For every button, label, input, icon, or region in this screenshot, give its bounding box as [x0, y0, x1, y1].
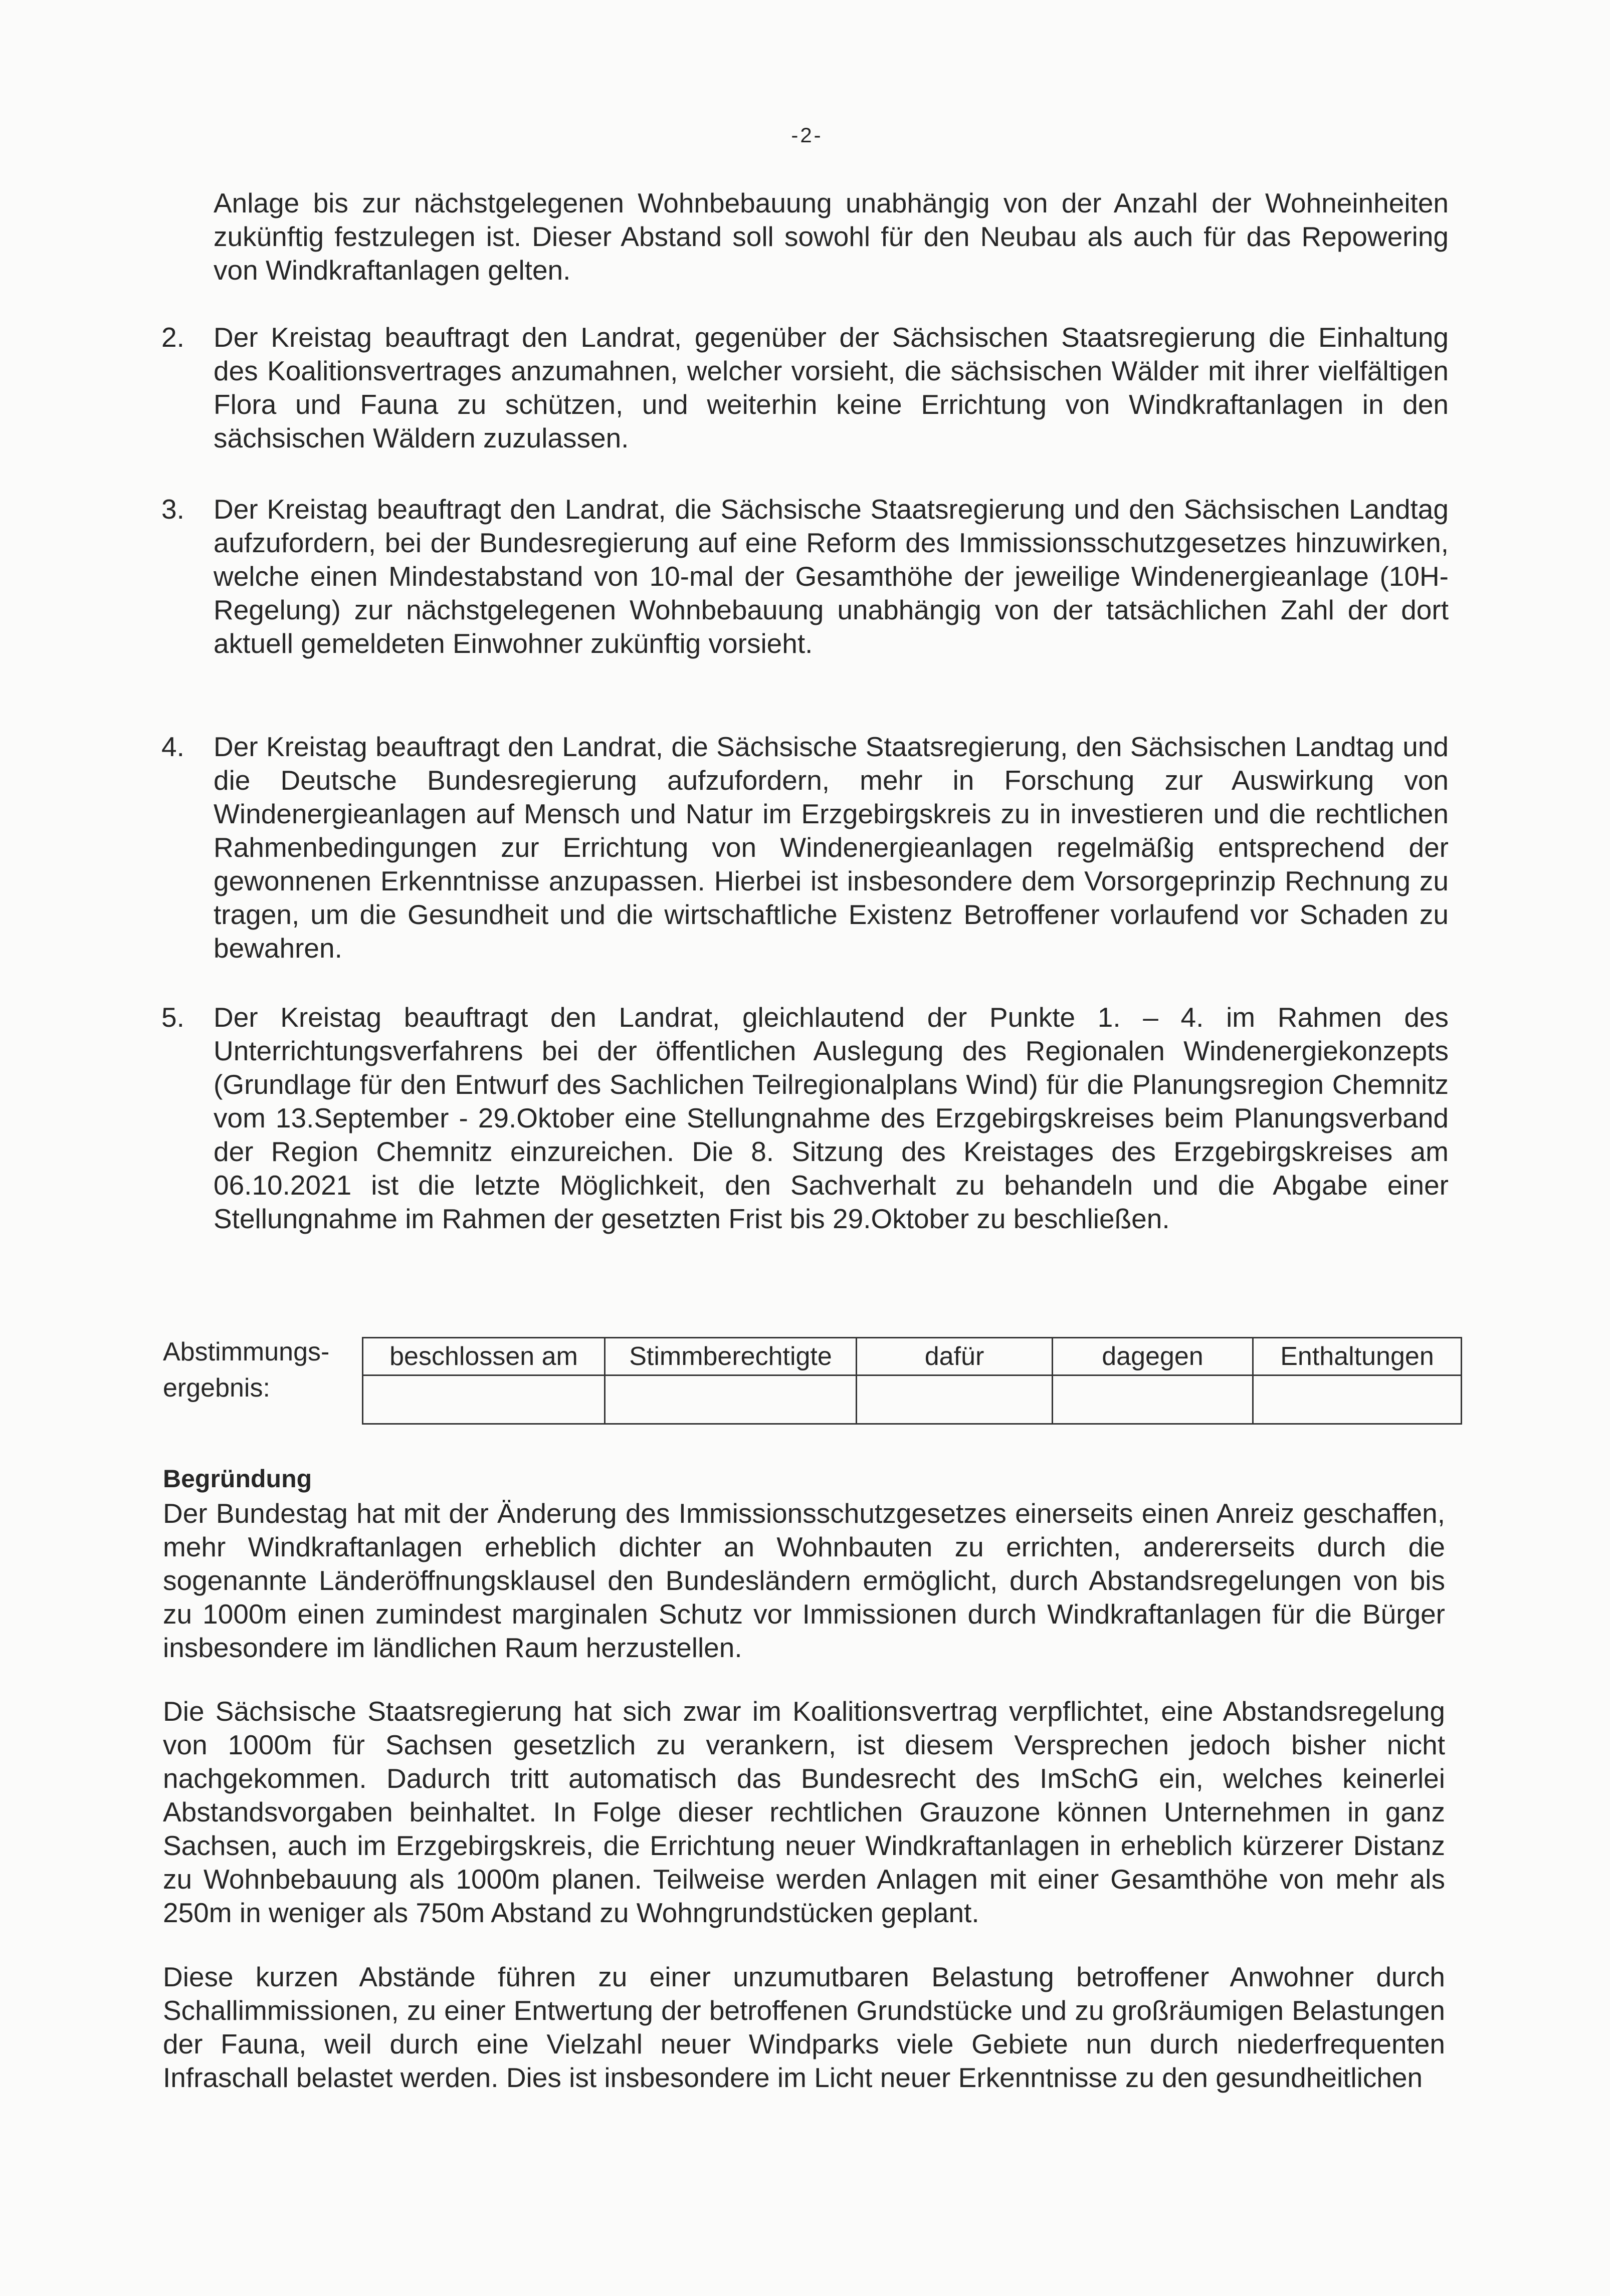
reasoning-paragraph-3: Diese kurzen Abstände führen zu einer unzumutbaren Belastung betroffener Anwohner durch Schallimmissionen, zu einer Entwertung der betroffenen Grundstücke und zu großräumigen Belastungen der Fauna, weil durch eine Vielzahl neuer Windparks viele Gebiete nun durch niederfrequenten Infraschall belastet werden. Dies ist insbesondere im Licht neuer Erkenntnisse zu den gesundheitlichen — [163, 1961, 1445, 2093]
cell-dafuer — [857, 1375, 1053, 1424]
list-item-text: Der Kreistag beauftragt den Landrat, die Sächsische Staatsregierung und den Sächsischen Landtag aufzufordern, bei der Bundesregierung auf eine Reform des Immissionsschutzgesetzes hinzuwirken, welche einen Mindestabstand von 10-mal der Gesamthöhe der jeweilige Windenergieanlage (10H-Regelung) zur nächstgelegenen Wohnbebauung unabhängig von der tatsächlichen Zahl der dort aktuell gemeldeten Einwohner zukünftig vorsieht. — [214, 494, 1449, 659]
list-item-number: 3. — [161, 494, 184, 525]
vote-result-label — [163, 1334, 348, 1406]
vote-label-line: Abstimmungs- — [163, 1337, 330, 1366]
cell-stimmberechtigte — [605, 1375, 857, 1424]
list-item-5 — [161, 1001, 1455, 1236]
list-item-text: Der Kreistag beauftragt den Landrat, die Sächsische Staatsregierung, den Sächsischen Landtag und die Deutsche Bundesregierung aufzufordern, mehr in Forschung zur Auswirkung von Windenergieanlagen auf Mensch und Natur im Erzgebirgskreis zu in investieren und die rechtlichen Rahmenbedingungen zur Errichtung von Windenergieanlagen regelmäßig entsprechend der gewonnenen Erkenntnisse anzupassen. Hierbei ist insbesondere dem Vorsorgeprinzip Rechnung zu tragen, um die Gesundheit und die wirtschaftliche Existenz Betroffener vorlaufend vor Schaden zu bewahren. — [214, 731, 1449, 964]
list-item-3 — [161, 493, 1455, 660]
table-header-row — [363, 1338, 1462, 1375]
reasoning-paragraph-1: Der Bundestag hat mit der Änderung des Immissionsschutzgesetzes einerseits einen Anreiz geschaffen, mehr Windkraftanlagen erheblich dichter an Wohnbauten zu errichten, andererseits durch die sogenannte Länderöffnungsklausel den Bundesländern ermöglicht, durch Abstandsregelungen von bis zu 1000m einen zumindest marginalen Schutz vor Immissionen durch Windkraftanlagen für die Bürger insbesondere im ländlichen Raum herzustellen. — [163, 1498, 1445, 1663]
header-dafuer: dafür — [857, 1338, 1053, 1375]
header-dagegen: dagegen — [1053, 1338, 1253, 1375]
cell-dagegen — [1053, 1375, 1253, 1424]
table-row — [363, 1375, 1462, 1424]
vote-label-line: ergebnis: — [163, 1373, 270, 1403]
list-item-4 — [161, 730, 1455, 965]
cell-enthaltungen — [1253, 1375, 1462, 1424]
list-item-number: 4. — [161, 731, 184, 762]
list-item-text: Der Kreistag beauftragt den Landrat, gleichlautend der Punkte 1. – 4. im Rahmen des Unterrichtungsverfahrens bei der öffentlichen Auslegung des Regionalen Windenergiekonzepts (Grundlage für den Entwurf des Sachlichen Teilregionalplans Wind) für die Planungsregion Chemnitz vom 13.September - 29.Oktober eine Stellungnahme des Erzgebirgskreises beim Planungsverband der Region Chemnitz einzureichen. Die 8. Sitzung des Kreistages des Erzgebirgskreises am 06.10.2021 ist die letzte Möglichkeit, den Sachverhalt zu behandeln und die Abgabe einer Stellungnahme im Rahmen der gesetzten Frist bis 29.Oktober zu beschließen. — [214, 1002, 1449, 1234]
intro-continuation: Anlage bis zur nächstgelegenen Wohnbebauung unabhängig von der Anzahl der Wohneinheiten zukünftig festzulegen ist. Dieser Abstand soll sowohl für den Neubau als auch für das Repowering von Windkraftanlagen gelten. — [214, 187, 1449, 286]
reasoning-paragraph-2: Die Sächsische Staatsregierung hat sich zwar im Koalitionsvertrag verpflichtet, eine Abstandsregelung von 1000m für Sachsen gesetzlich zu verankern, ist diesem Versprechen jedoch bisher nicht nachgekommen. Dadurch tritt automatisch das Bundesrecht des ImSchG ein, welches keinerlei Abstandsvorgaben beinhaltet. In Folge dieser rechtlichen Grauzone können Unternehmen in ganz Sachsen, auch im Erzgebirgskreis, die Errichtung neuer Windkraftanlagen in erheblich kürzerer Distanz zu Wohnbebauung als 1000m planen. Teilweise werden Anlagen mit einer Gesamthöhe von mehr als 250m in weniger als 750m Abstand zu Wohngrundstücken geplant. — [163, 1696, 1445, 1928]
header-stimmberechtigte: Stimmberechtigte — [605, 1338, 857, 1375]
page-number: -2- — [791, 123, 823, 147]
list-item-number: 5. — [161, 1002, 184, 1033]
cell-beschlossen-am — [363, 1375, 605, 1424]
list-item-number: 2. — [161, 322, 184, 353]
header-beschlossen-am: beschlossen am — [363, 1338, 605, 1375]
header-enthaltungen: Enthaltungen — [1253, 1338, 1462, 1375]
section-heading: Begründung — [163, 1465, 312, 1493]
list-item-text: Der Kreistag beauftragt den Landrat, gegenüber der Sächsischen Staatsregierung die Einhaltung des Koalitionsvertrages anzumahnen, welcher vorsieht, die sächsischen Wälder mit ihrer vielfältigen Flora und Fauna zu schützen, und weiterhin keine Errichtung von Windkraftanlagen in den sächsischen Wäldern zuzulassen. — [214, 322, 1449, 453]
list-item-2 — [161, 321, 1455, 455]
vote-result-table — [362, 1337, 1462, 1425]
